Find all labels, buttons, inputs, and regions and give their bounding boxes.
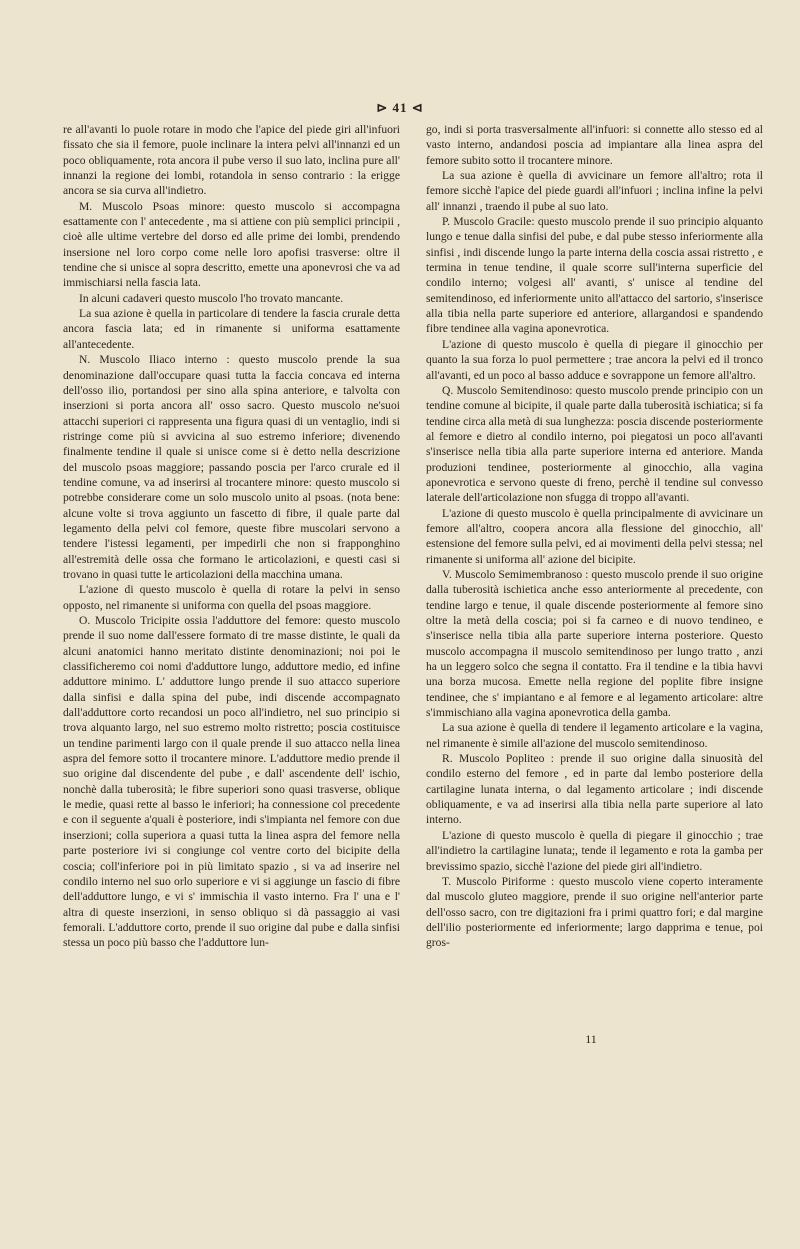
left-column [63,122,400,951]
paragraph: Q. Muscolo Semitendinoso: questo muscolo prende principio con un tendine comune al bicipite, il quale parte dalla tuberosità ischiatica; si fa tendine circa alla metà di sua lunghezza: poscia discende posteriormente al femore e dietro al condilo interno, poi piegatosi un poco all'avanti s'inserisce nella tibia alla parte superiore interna ed anteriore. Manda produzioni tendinee, posteriormente al ginocchio, alla vagina aponevrotica e servono queste di freno, perchè il tendine sul convesso laterale dell'articolazione non sfugga di troppo all'avanti. [426,383,763,505]
paragraph: R. Muscolo Popliteo : prende il suo origine dalla sinuosità del condilo esterno del femore , ed in parte dal lembo posteriore della cartilagine lunata interna, o dal legamento articolare ; indi discende obliquamente, e va ad inserirsi alla tibia nella parte superiore al lato interno. [426,752,763,827]
paragraph: L'azione di questo muscolo è quella principalmente di avvicinare un femore all'altro, coopera ancora alla flessione del ginocchio, all' estensione del femore sulla pelvi, ed ai movimenti della pelvi stessa; nel rimanente si uniforma all' azione del bicipite. [426,506,763,566]
paragraph: L'azione di questo muscolo è quella di piegare il ginocchio per quanto la sua forza lo puol permettere ; trae ancora la pelvi ed il tronco all'avanti, ed un poco al basso adduce e sovrappone un femore all'altro. [426,337,763,382]
paragraph: re all'avanti lo puole rotare in modo che l'apice del piede giri all'infuori fissato che sia il femore, puole inclinare la intera pelvi all'innanzi ed un poco obliquamente, rota ancora il pube verso il suo lato, inclina pure all' innanzi la regione dei lombi, rotandola in senso contrario : la erigge ancora se sia curva all'indietro. [63,123,400,198]
page-number-header: ⊳ 41 ⊲ [376,100,424,115]
paragraph: T. Muscolo Piriforme : questo muscolo viene coperto interamente dal muscolo gluteo maggiore, prende il suo origine nell'anterior parte dell'osso sacro, con tre digitazioni fra i primi quattro fori; e dal margine dell'ilio posteriormente ed inferiormente; largo dapprima e tenue, poi gros- [426,874,763,950]
paragraph: L'azione di questo muscolo è quella di piegare il ginocchio ; trae all'indietro la cartilagine lunata;, tende il legamento e rota la gamba per brevissimo spazio, sicchè l'azione del piede giri all'indietro. [426,828,763,873]
paragraph: N. Muscolo Iliaco interno : questo muscolo prende la sua denominazione dall'occupare quasi tutta la faccia concava ed interna dell'osso ilio, portandosi per sino alla spina anteriore, e talvolta con inserzioni si porta ancora all' osso sacro. Questo muscolo ne'suoi attacchi superiori ci rappresenta una figura quasi di un ventaglio, indi si ristringe come più si avvicina al suo estremo inferiore; divenendo finalmente tendine il quale si unisce come si è detto nella descrizione del muscolo psoas maggiore; passando poscia per l'arco crurale ed il tendine comune, va ad inserirsi al trocantere minore: questo muscolo si potrebbe considerare come un solo muscolo unito al psoas. (nota bene: alcune volte si trova aggiunto un fascetto di fibre, il quale parte dal legamento della pelvi col femore, queste fibre muscolari servono a tendere l'istessi legamenti, per impedirli che non si frapponghino all'estremità delle ossa che formano le articolazioni, e questi casi si trovano in quasi tutte le articolazioni della macchina umana. [63,353,400,581]
paragraph: La sua azione è quella di tendere il legamento articolare e la vagina, nel rimanente è simile all'azione del muscolo semitendinoso. [426,721,763,750]
paragraph: In alcuni cadaveri questo muscolo l'ho trovato mancante. [79,291,344,305]
paragraph: V. Muscolo Semimembranoso : questo muscolo prende il suo origine dalla tuberosità ischietica anche esso anteriormente al precedente, con tendine largo e tenue, il quale discende posteriormente al femore sino oltre la metà della coscia; poi si fa carneo e di nuovo tendineo, e s'inserisce nella tibia alla parte superiore interna posteriore. Questo muscolo accompagna il muscolo semitendinoso per lungo tratto , anzi ha un leggero solco che segna il contatto. Fra il tendine e la tibia havvi una borza mucosa. Emette nella regione del poplite fibre insigne tendinee, che s' impiantano e al femore e al legamento articolare: altre s'immischiano alla vagina aponevrotica della gamba. [426,567,763,720]
paragraph: La sua azione è quella in particolare di tendere la fascia crurale detta ancora fascia lata; ed in rimanente si uniforma esattamente all'antecedente. [63,307,400,351]
right-column [426,122,763,951]
paragraph: O. Muscolo Tricipite ossia l'adduttore del femore: questo muscolo prende il suo nome dall'essere formato di tre masse distinte, le quali da alcuni anatomici hanno meritato distinte denominazioni; noi poi le classificheremo coi nomi d'adduttore lungo, adduttore medio, ed infine adduttore minimo. L' adduttore lungo prende il suo attacco superiore dalla sinfisi e dalla spina del pube, indi discende accompagnato dall'adduttore corto recandosi un poco all'indietro, nel suo principio si trova alquanto largo, nel suo estremo molto ristretto; poscia costituisce un tendine parimenti largo con il quale prende il suo attacco nella linea aspra del femore sotto il trocantere minore. L'adduttore medio prende il suo origine dal discendente del pube , e dall' ascendente dell' ischio, nonchè dalla tuberosità; le fibre superiori sono quasi trasverse, oblique le medie, quasi rette al basso le inferiori; ha connessione col precedente e con il seguente a'quali è posteriore, indi s'impianta nel femore con due inserzioni; colla superiora a quasi tutta la linea aspra del femore nella parte posteriore ivi si congiunge col ventre corto del bicipite della coscia; coll'inferiore poi in più limitato spazio , si va ad inserire nel condilo interno nel suo orlo superiore e vi si aggiunge un fascio di fibre dell'adduttore lungo, e vi s' immischia il vasto interno. Fra l' una e l' altra di queste inserzioni, in senso obliquo si dà passaggio ai vasi femorali. L'adduttore corto, prende il suo origine dal pube e dalla sinfisi stessa un poco più basso che l'adduttore lun- [63,614,400,950]
paragraph: P. Muscolo Gracile: questo muscolo prende il suo principio alquanto lungo e tenue dalla sinfisi del pube, e dal pube stesso inferiormente alla sinfisi , indi discende lungo la parte interna della coscia assai ristretto , e termina in tenue tendine, il quale scorre sull'interna superficie del condilo interno; volgesi all' avanti, s' unisce al tendine del semitendinoso, ed inferiormente unito all'attacco del sartorio, s'inserisce alla tibia nella parte superiore ed anteriore, allargandosi e spandendo fibre tendinee alla vagina aponevrotica. [426,215,763,336]
paragraph: L'azione di questo muscolo è quella di rotare la pelvi in senso opposto, nel rimanente si uniforma con quella del psoas maggiore. [63,583,400,612]
paragraph: M. Muscolo Psoas minore: questo muscolo si accompagna esattamente con l' antecedente , ma si attiene con più semplici principii , cioè alle ultime vertebre del dorso ed alle prime dei lombi, prendendo insersione nel loro corpo come nelle loro apofisi trasverse: oltre il tendine che si unisce al sopra descritto, emette una aponevrosi che va ad immischiarsi nella fascia lata. [63,199,400,290]
paragraph: La sua azione è quella di avvicinare un femore all'altro; rota il femore sicchè l'apice del piede guardi all'infuori ; inclina infine la pelvi all' innanzi , traendo il pube al suo lato. [426,169,763,213]
signature-mark: 11 [585,1032,597,1046]
paragraph: go, indi si porta trasversalmente all'infuori: si connette allo stesso ed al vasto interno, andandosi poscia ad impiantare alla linea aspra del femore subito sotto il trocantere minore. [426,123,763,167]
